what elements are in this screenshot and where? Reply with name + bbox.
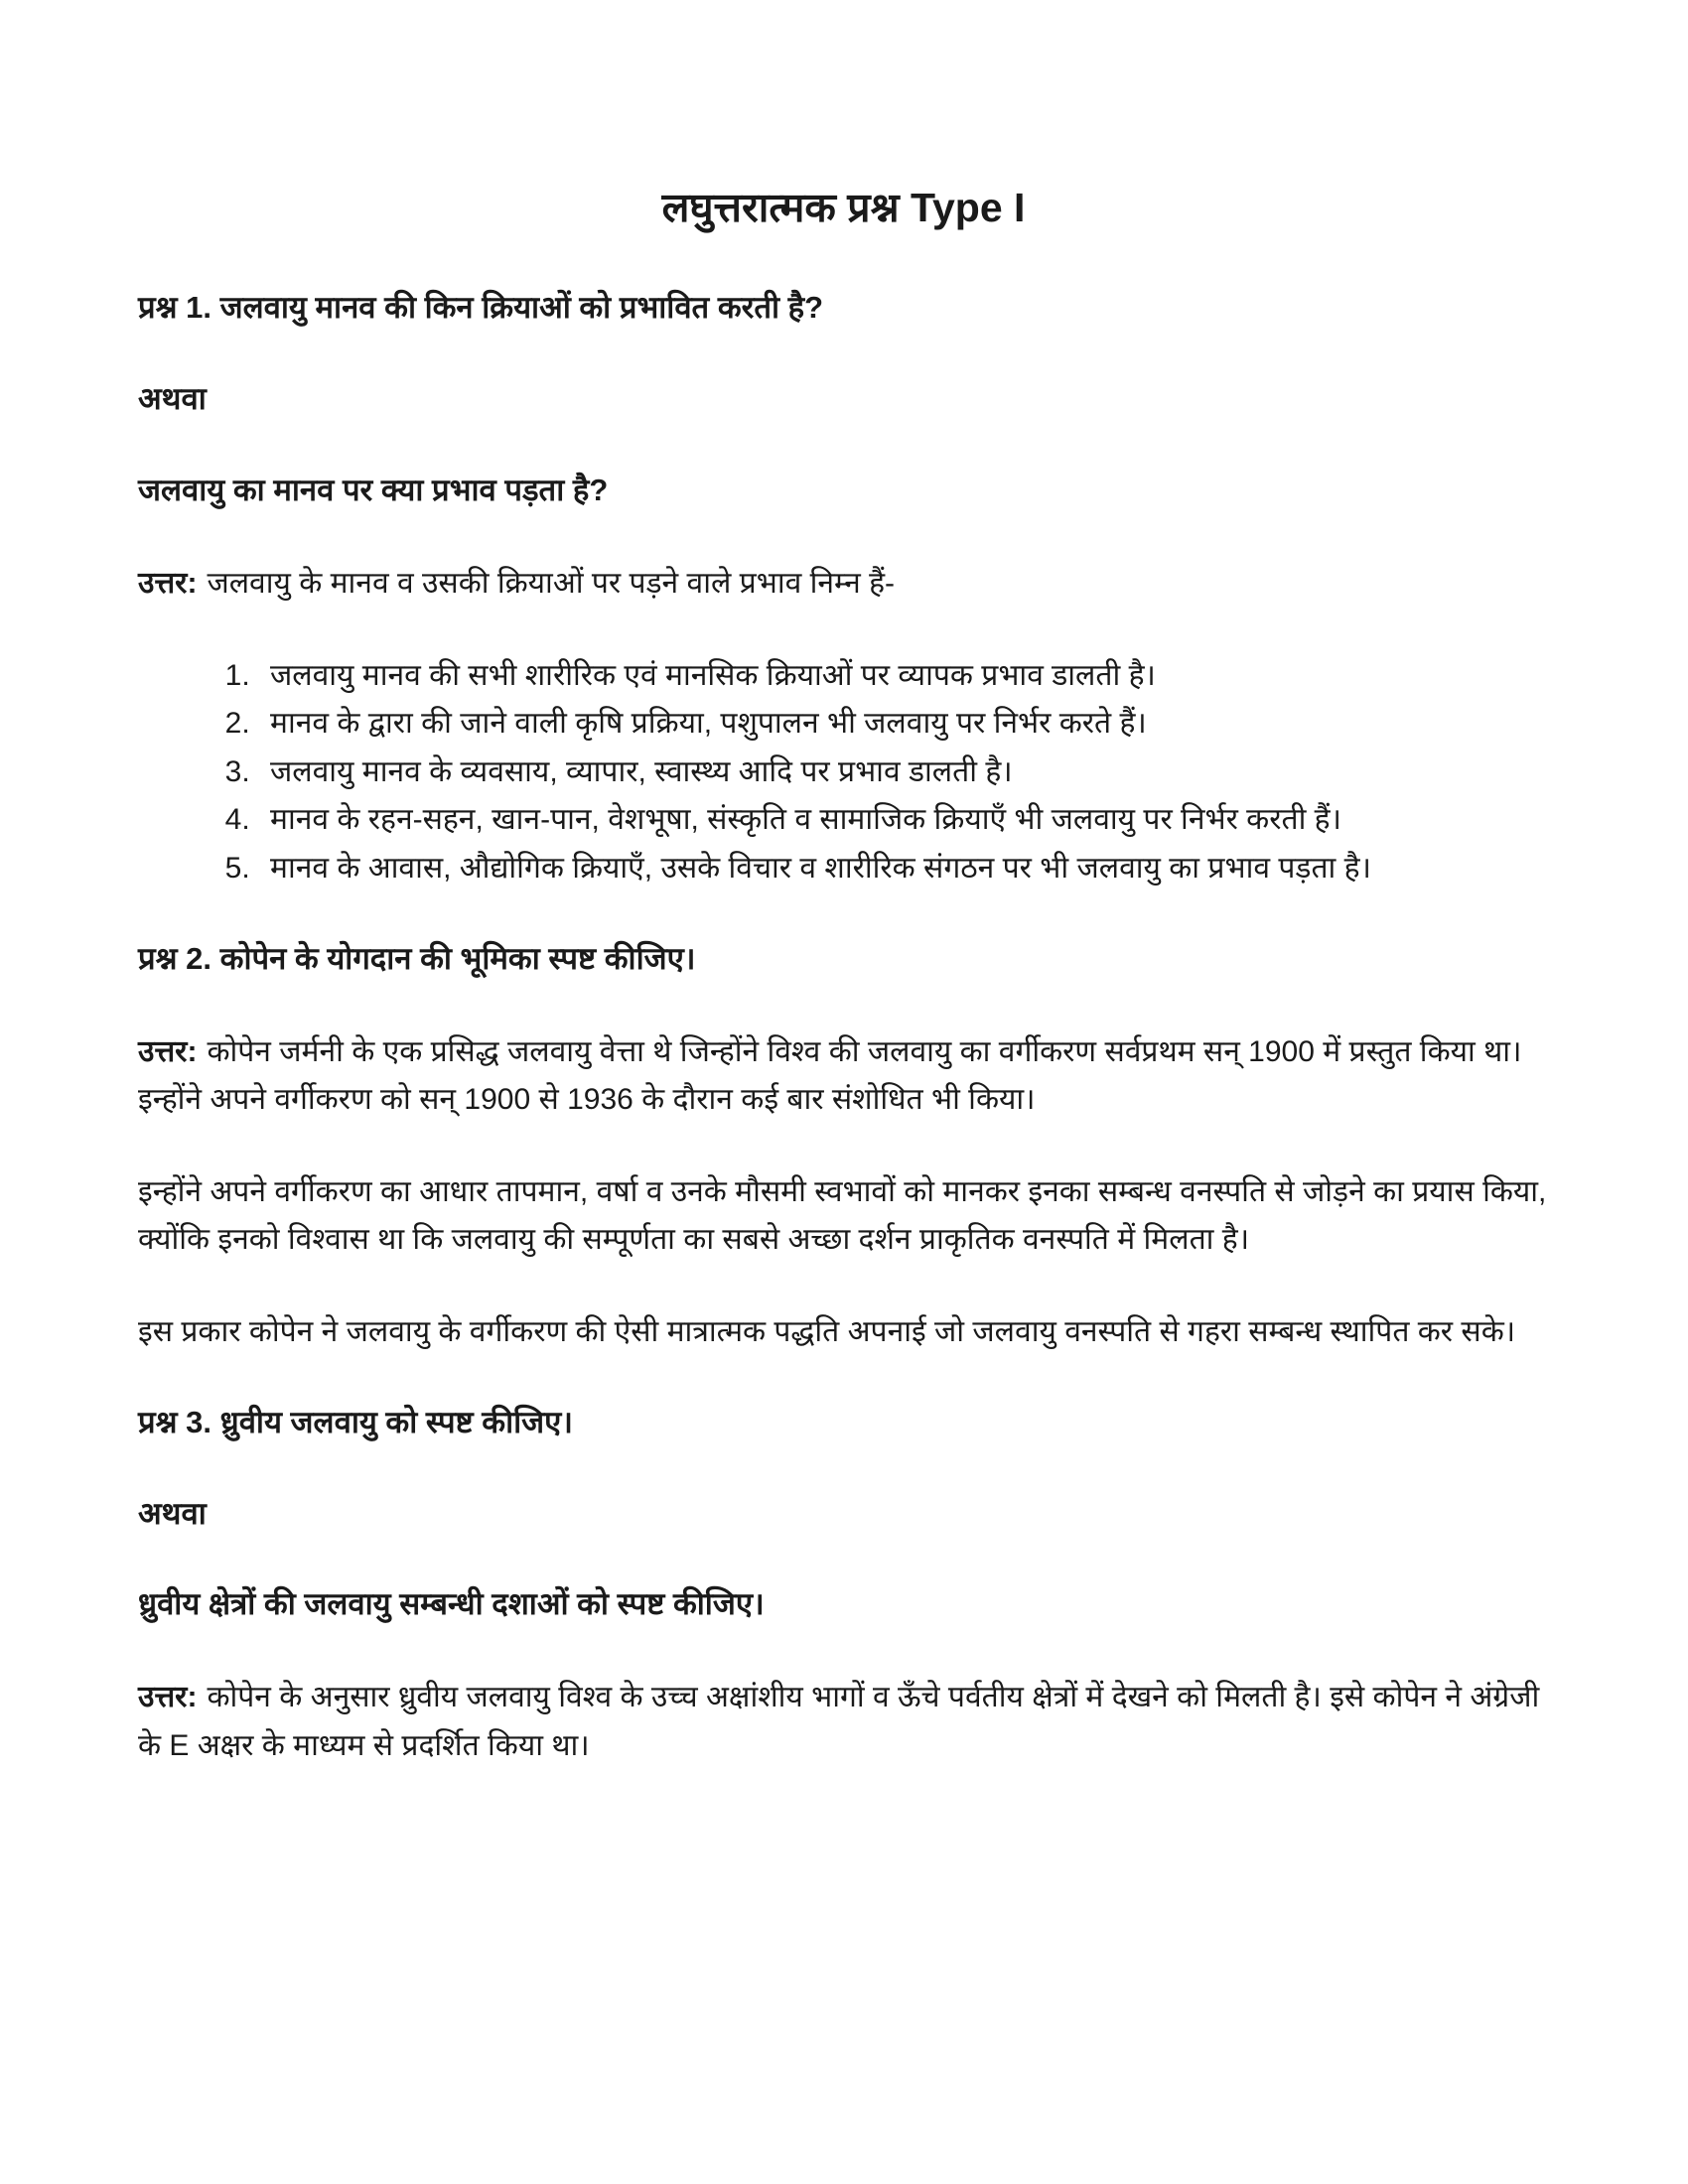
document-title: लघुत्तरात्मक प्रश्न Type I bbox=[661, 185, 1026, 230]
answer-1-point-4: 4. मानव के रहन-सहन, खान-पान, वेशभूषा, संस्कृति व सामाजिक क्रियाएँ भी जलवायु पर निर्भर करती हैं। bbox=[258, 796, 1549, 845]
answer-2-paragraph-1-text: कोपेन जर्मनी के एक प्रसिद्ध जलवायु वेत्ता थे जिन्होंने विश्व की जलवायु का वर्गीकरण सर्वप्रथम सन् 1900 में प्रस्तुत किया था। इन्होंने अपने वर्गीकरण को सन् 1900 से 1936 के दौरान कई बार संशोधित भी किया। bbox=[138, 1034, 1522, 1117]
question-1-heading: प्रश्न 1. जलवायु मानव की किन क्रियाओं को प्रभावित करती है? bbox=[138, 290, 824, 326]
question-1-or-label: अथवा bbox=[138, 381, 207, 417]
answer-3-label: उत्तर: bbox=[138, 1681, 198, 1714]
question-2-heading: प्रश्न 2. कोपेन के योगदान की भूमिका स्पष्ट कीजिए। bbox=[138, 940, 696, 976]
answer-2-label: उत्तर: bbox=[138, 1034, 198, 1068]
answer-3-text: कोपेन के अनुसार ध्रुवीय जलवायु विश्व के उच्च अक्षांशीय भागों व ऊँचे पर्वतीय क्षेत्रों में देखने को मिलती है। इसे कोपेन ने अंग्रेजी के E अक्षर के माध्यम से प्रदर्शित किया था। bbox=[138, 1681, 1540, 1762]
answer-3-paragraph bbox=[138, 1674, 1549, 1770]
answer-1-point-5: 5. मानव के आवास, औद्योगिक क्रियाएँ, उसके विचार व शारीरिक संगठन पर भी जलवायु का प्रभाव पड़ता है। bbox=[258, 845, 1549, 893]
answer-2-paragraph-1 bbox=[138, 1028, 1549, 1125]
answer-1-label: उत्तर: bbox=[138, 567, 198, 601]
question-3-heading: प्रश्न 3. ध्रुवीय जलवायु को स्पष्ट कीजिए। bbox=[138, 1404, 574, 1439]
question-3-alt-heading: ध्रुवीय क्षेत्रों की जलवायु सम्बन्धी दशाओं को स्पष्ट कीजिए। bbox=[138, 1586, 765, 1622]
question-3-or-label: अथवा bbox=[138, 1495, 207, 1531]
answer-1-point-1: 1. जलवायु मानव की सभी शारीरिक एवं मानसिक क्रियाओं पर व्यापक प्रभाव डालती है। bbox=[258, 652, 1549, 701]
answer-1-intro bbox=[138, 560, 1549, 609]
question-1-alt-heading: जलवायु का मानव पर क्या प्रभाव पड़ता है? bbox=[138, 473, 609, 508]
answer-2-paragraph-2: इन्होंने अपने वर्गीकरण का आधार तापमान, वर्षा व उनके मौसमी स्वभावों को मानकर इनका सम्बन्ध वनस्पति से जोड़ने का प्रयास किया, क्योंकि इनको विश्वास था कि जलवायु की सम्पूर्णता का सबसे अच्छा दर्शन प्राकृतिक वनस्पति में मिलता है। bbox=[138, 1174, 1547, 1257]
answer-1-points-list bbox=[138, 652, 1549, 893]
answer-1-point-2: 2. मानव के द्वारा की जाने वाली कृषि प्रक्रिया, पशुपालन भी जलवायु पर निर्भर करते हैं। bbox=[258, 700, 1549, 749]
answer-1-intro-text: जलवायु के मानव व उसकी क्रियाओं पर पड़ने वाले प्रभाव निम्न हैं- bbox=[207, 567, 896, 601]
answer-1-point-3: 3. जलवायु मानव के व्यवसाय, व्यापार, स्वास्थ्य आदि पर प्रभाव डालती है। bbox=[258, 749, 1549, 797]
answer-2-paragraph-3: इस प्रकार कोपेन ने जलवायु के वर्गीकरण की ऐसी मात्रात्मक पद्धति अपनाई जो जलवायु वनस्पति से गहरा सम्बन्ध स्थापित कर सके। bbox=[138, 1314, 1516, 1348]
